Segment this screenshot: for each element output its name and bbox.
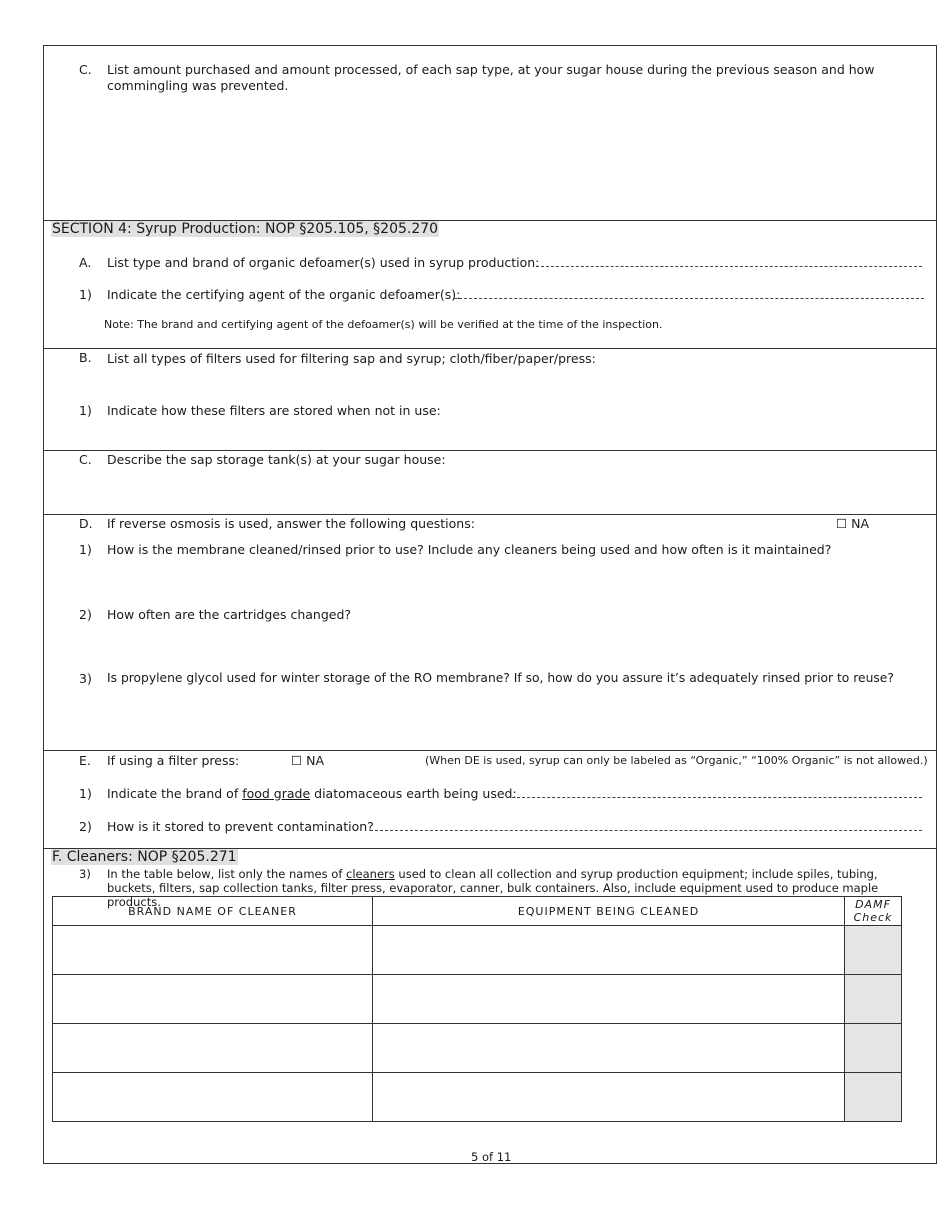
table-row bbox=[53, 1024, 902, 1073]
question-text: List all types of filters used for filtering sap and syrup; cloth/fiber/paper/press: bbox=[107, 351, 596, 366]
item-label: 1) bbox=[79, 786, 92, 801]
answer-area[interactable] bbox=[107, 100, 927, 212]
column-header: DAMF Check bbox=[845, 897, 902, 926]
cleaner-name-cell[interactable] bbox=[53, 1024, 373, 1073]
note-text: Note: The brand and certifying agent of the defoamer(s) will be verified at the time of the inspection. bbox=[104, 318, 663, 331]
divider bbox=[43, 514, 937, 515]
question-text: How is the membrane cleaned/rinsed prior to use? Include any cleaners being used and how often is it maintained? bbox=[107, 542, 832, 557]
item-label: 2) bbox=[79, 607, 92, 622]
item-label: 1) bbox=[79, 287, 92, 302]
question-text: List type and brand of organic defoamer(s) used in syrup production: bbox=[107, 255, 540, 270]
question-text: Describe the sap storage tank(s) at your sugar house: bbox=[107, 452, 446, 467]
item-label: 1) bbox=[79, 403, 92, 418]
question-text: If reverse osmosis is used, answer the following questions: bbox=[107, 516, 475, 531]
question-text: Indicate the certifying agent of the organic defoamer(s): bbox=[107, 287, 461, 302]
storage-field[interactable] bbox=[370, 820, 922, 831]
item-label: 3) bbox=[79, 867, 91, 881]
defoamer-brand-field[interactable] bbox=[536, 256, 922, 267]
table-row bbox=[53, 975, 902, 1024]
question-text: Is propylene glycol used for winter storage of the RO membrane? If so, how do you assure it’s adequately rinsed prior to reuse? bbox=[107, 671, 894, 685]
item-label: A. bbox=[79, 255, 92, 270]
item-label: E. bbox=[79, 753, 91, 768]
question-text: How is it stored to prevent contamination? bbox=[107, 819, 374, 834]
item-label: 3) bbox=[79, 671, 92, 686]
column-header: BRAND NAME OF CLEANER bbox=[53, 897, 373, 926]
section-heading: SECTION 4: Syrup Production: NOP §205.105, §205.270 bbox=[52, 221, 439, 237]
divider bbox=[43, 450, 937, 451]
divider bbox=[43, 750, 937, 751]
damf-check-cell bbox=[845, 926, 902, 975]
section-heading: F. Cleaners: NOP §205.271 bbox=[52, 849, 237, 865]
table-row bbox=[53, 1073, 902, 1122]
question-text: If using a filter press: bbox=[107, 753, 240, 768]
item-label: B. bbox=[79, 350, 92, 365]
instruction-text: In the table below, list only the names of cleaners used to clean all collection and syrup production equipment; include spiles, tubing, buckets, filters, sap collection tanks, filter press, evaporator, canner, bulk containers. Also, include equipment used to produce maple products. bbox=[107, 867, 879, 909]
item-label: 2) bbox=[79, 819, 92, 834]
damf-check-cell bbox=[845, 975, 902, 1024]
damf-check-cell bbox=[845, 1073, 902, 1122]
divider bbox=[43, 348, 937, 349]
equipment-cell[interactable] bbox=[373, 1024, 845, 1073]
item-label: C. bbox=[79, 452, 92, 467]
na-checkbox[interactable]: ☐ NA bbox=[291, 753, 325, 768]
question-text: How often are the cartridges changed? bbox=[107, 607, 352, 622]
de-note: (When DE is used, syrup can only be labeled as “Organic,” “100% Organic” is not allowed.) bbox=[425, 754, 928, 767]
na-checkbox[interactable]: ☐ NA bbox=[836, 516, 870, 531]
equipment-cell[interactable] bbox=[373, 926, 845, 975]
de-brand-field[interactable] bbox=[512, 787, 922, 798]
table-row bbox=[53, 926, 902, 975]
cleaner-name-cell[interactable] bbox=[53, 1073, 373, 1122]
item-label: 1) bbox=[79, 542, 92, 557]
cleaner-name-cell[interactable] bbox=[53, 926, 373, 975]
damf-check-cell bbox=[845, 1024, 902, 1073]
item-label: C. bbox=[79, 62, 92, 77]
item-label: D. bbox=[79, 516, 93, 531]
table-header-row bbox=[53, 897, 902, 926]
question-text: commingling was prevented. bbox=[107, 78, 289, 93]
question-text: Indicate the brand of food grade diatomaceous earth being used: bbox=[107, 786, 517, 801]
cleaners-table bbox=[52, 896, 902, 1122]
column-header: EQUIPMENT BEING CLEANED bbox=[373, 897, 845, 926]
certifying-agent-field[interactable] bbox=[454, 288, 924, 299]
equipment-cell[interactable] bbox=[373, 975, 845, 1024]
question-text: Indicate how these filters are stored when not in use: bbox=[107, 403, 441, 418]
cleaner-name-cell[interactable] bbox=[53, 975, 373, 1024]
question-text: List amount purchased and amount processed, of each sap type, at your sugar house during the previous season and how bbox=[107, 62, 875, 77]
equipment-cell[interactable] bbox=[373, 1073, 845, 1122]
page-number: 5 of 11 bbox=[471, 1150, 512, 1164]
